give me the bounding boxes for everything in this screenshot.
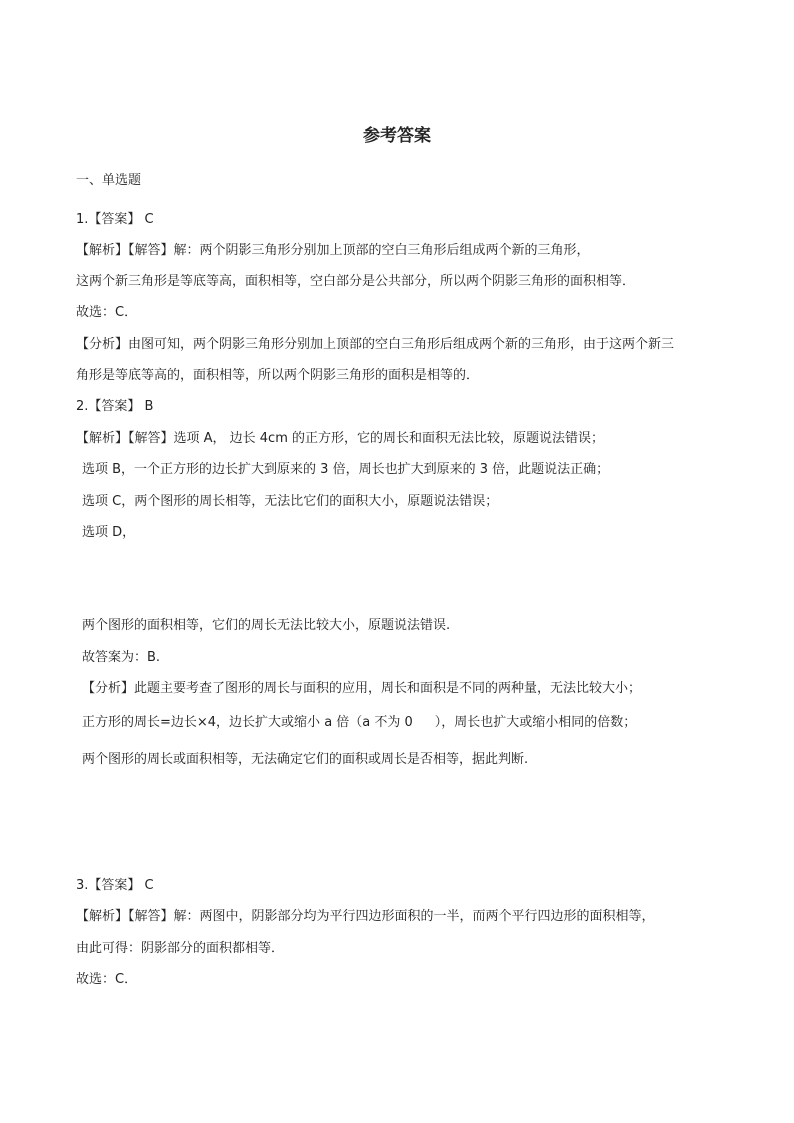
q3-choice: 故选：C． [76, 972, 138, 987]
q2-explain-line-2: 选项 B，一个正方形的边长扩大到原来的 3 倍，周长也扩大到原来的 3 倍，此题说法正确； [82, 462, 610, 477]
q2-choice: 故答案为：B. [82, 650, 161, 665]
q3-explain-line-1: 【解析】【解答】解：两图中，阴影部分均为平行四边形面积的一半，而两个平行四边形的面积相等， [76, 909, 655, 924]
q2-analysis-line-2 [82, 714, 636, 732]
q1-choice: 故选：C． [76, 305, 138, 320]
q2-analysis-line-2-part-a: 正方形的周长=边长×4，边长扩大或缩小 a 倍（a 不为 0 [82, 715, 413, 730]
q2-explain-line-3: 选项 C，两个图形的周长相等，无法比它们的面积大小，原题说法错误； [82, 494, 499, 509]
q2-explain-line-4: 选项 D， [82, 525, 136, 540]
q1-analysis-line-2: 角形是等底等高的，面积相等，所以两个阴影三角形的面积是相等的． [76, 368, 480, 383]
q1-answer: 1.【答案】 C [76, 212, 154, 227]
page-title: 参考答案 [363, 126, 431, 146]
q2-analysis-line-2-part-b: ），周长也扩大或缩小相同的倍数； [434, 715, 637, 730]
q2-explain-line-5: 两个图形的面积相等，它们的周长无法比较大小，原题说法错误. [82, 618, 451, 633]
q2-analysis-line-1: 【分析】此题主要考查了图形的周长与面积的应用，周长和面积是不同的两种量，无法比较大小； [82, 681, 642, 696]
q1-explain-line-2: 这两个新三角形是等底等高，面积相等，空白部分是公共部分，所以两个阴影三角形的面积相等． [76, 274, 636, 289]
q3-answer: 3.【答案】 C [76, 878, 154, 893]
q3-explain-line-2: 由此可得：阴影部分的面积都相等． [76, 941, 285, 956]
q1-explain-line-1: 【解析】【解答】解：两个阴影三角形分别加上顶部的空白三角形后组成两个新的三角形， [76, 243, 590, 258]
q2-analysis-line-3: 两个图形的周长或面积相等，无法确定它们的面积或周长是否相等，据此判断. [82, 752, 529, 767]
q2-answer: 2.【答案】 B [76, 399, 154, 414]
q2-explain-line-1: 【解析】【解答】选项 A， 边长 4cm 的正方形，它的周长和面积无法比较，原题说法错误； [76, 431, 605, 446]
section-heading: 一、单选题 [76, 173, 142, 188]
q1-analysis-line-1: 【分析】由图可知，两个阴影三角形分别加上顶部的空白三角形后组成两个新的三角形，由于这两个新三 [76, 337, 675, 352]
